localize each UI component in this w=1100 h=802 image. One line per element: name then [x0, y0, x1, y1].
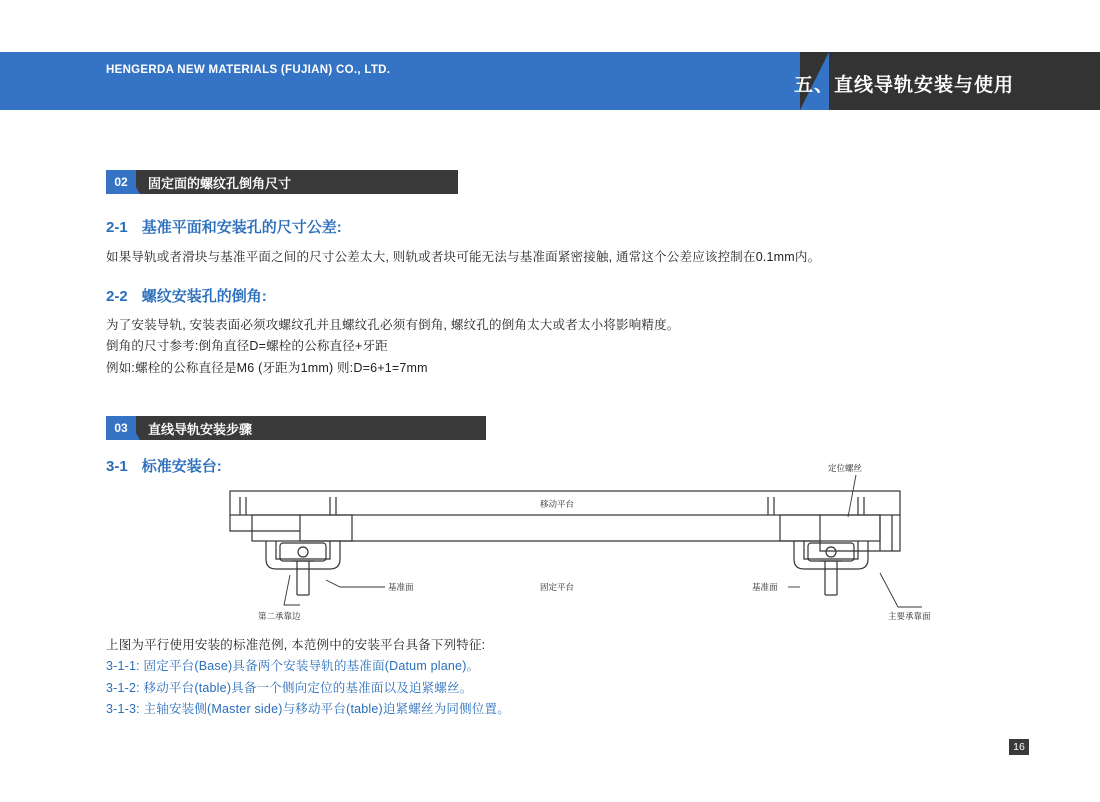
diagram-label-datum-left: 基准面 [388, 582, 414, 592]
section-number-03: 03 [106, 416, 136, 440]
subheading-2-1-title: 基准平面和安装孔的尺寸公差: [141, 219, 342, 236]
section-title-02: 固定面的螺纹孔倒角尺寸 [126, 170, 458, 194]
chapter-title: 五、直线导轨安装与使用 [793, 75, 1014, 96]
paragraph-2-2-line3: 例如:螺栓的公称直径是M6 (牙距为1mm) 则:D=6+1=7mm [106, 361, 428, 375]
diagram-label-moving-table: 移动平台 [540, 499, 575, 509]
diagram-label-datum-right: 基准面 [752, 582, 778, 592]
header-blue-band [0, 52, 800, 110]
linear-guide-assembly-diagram [180, 455, 970, 630]
subheading-3-1-number: 3-1 [106, 458, 128, 475]
paragraph-3-1-intro: 上图为平行使用安装的标准范例, 本范例中的安装平台具备下列特征: [106, 638, 486, 652]
section-title-03: 直线导轨安装步骤 [126, 416, 486, 440]
list-item-3-1-1-text: 固定平台(Base)具备两个安装导轨的基准面(Datum plane)。 [143, 659, 480, 673]
diagram-label-main-ref: 主要承靠面 [888, 611, 931, 621]
subheading-2-2 [106, 285, 267, 306]
list-item-3-1-2 [106, 678, 472, 699]
diagram-label-fixed-table: 固定平台 [540, 582, 575, 592]
list-item-3-1-3 [106, 699, 510, 720]
page-number: 16 [1009, 739, 1029, 755]
subheading-2-2-number: 2-2 [106, 288, 128, 305]
section-banner-02 [106, 170, 458, 194]
list-item-3-1-2-text: 移动平台(table)具备一个侧向定位的基准面以及迫紧螺丝。 [143, 681, 473, 695]
list-item-3-1-1 [106, 656, 479, 677]
section-banner-03 [106, 416, 486, 440]
paragraph-2-2-line1: 为了安装导轨, 安装表面必须攻螺纹孔并且螺纹孔必须有倒角, 螺纹孔的倒角太大或者太小将影响精度。 [106, 318, 680, 332]
company-name: HENGERDA NEW MATERIALS (FUJIAN) CO., LTD. [106, 64, 391, 76]
list-item-3-1-3-number: 3-1-3: [106, 702, 140, 716]
subheading-3-1-title: 标准安装台: [141, 458, 222, 475]
list-item-3-1-2-number: 3-1-2: [106, 681, 140, 695]
diagram-label-top-right: 定位螺丝 [828, 463, 863, 473]
list-item-3-1-1-number: 3-1-1: [106, 659, 140, 673]
paragraph-2-1: 如果导轨或者滑块与基准平面之间的尺寸公差太大, 则轨或者块可能无法与基准面紧密接触, 通常这个公差应该控制在0.1mm内。 [106, 250, 821, 264]
subheading-2-1 [106, 216, 342, 237]
subheading-2-2-title: 螺纹安装孔的倒角: [141, 288, 267, 305]
subheading-2-1-number: 2-1 [106, 219, 128, 236]
diagram-label-second-ref: 第二承靠边 [258, 611, 301, 621]
list-item-3-1-3-text: 主轴安装侧(Master side)与移动平台(table)迫紧螺丝为同侧位置。 [143, 702, 510, 716]
paragraph-2-2-line2: 倒角的尺寸参考:倒角直径D=螺栓的公称直径+牙距 [106, 339, 388, 353]
section-number-02: 02 [106, 170, 136, 194]
